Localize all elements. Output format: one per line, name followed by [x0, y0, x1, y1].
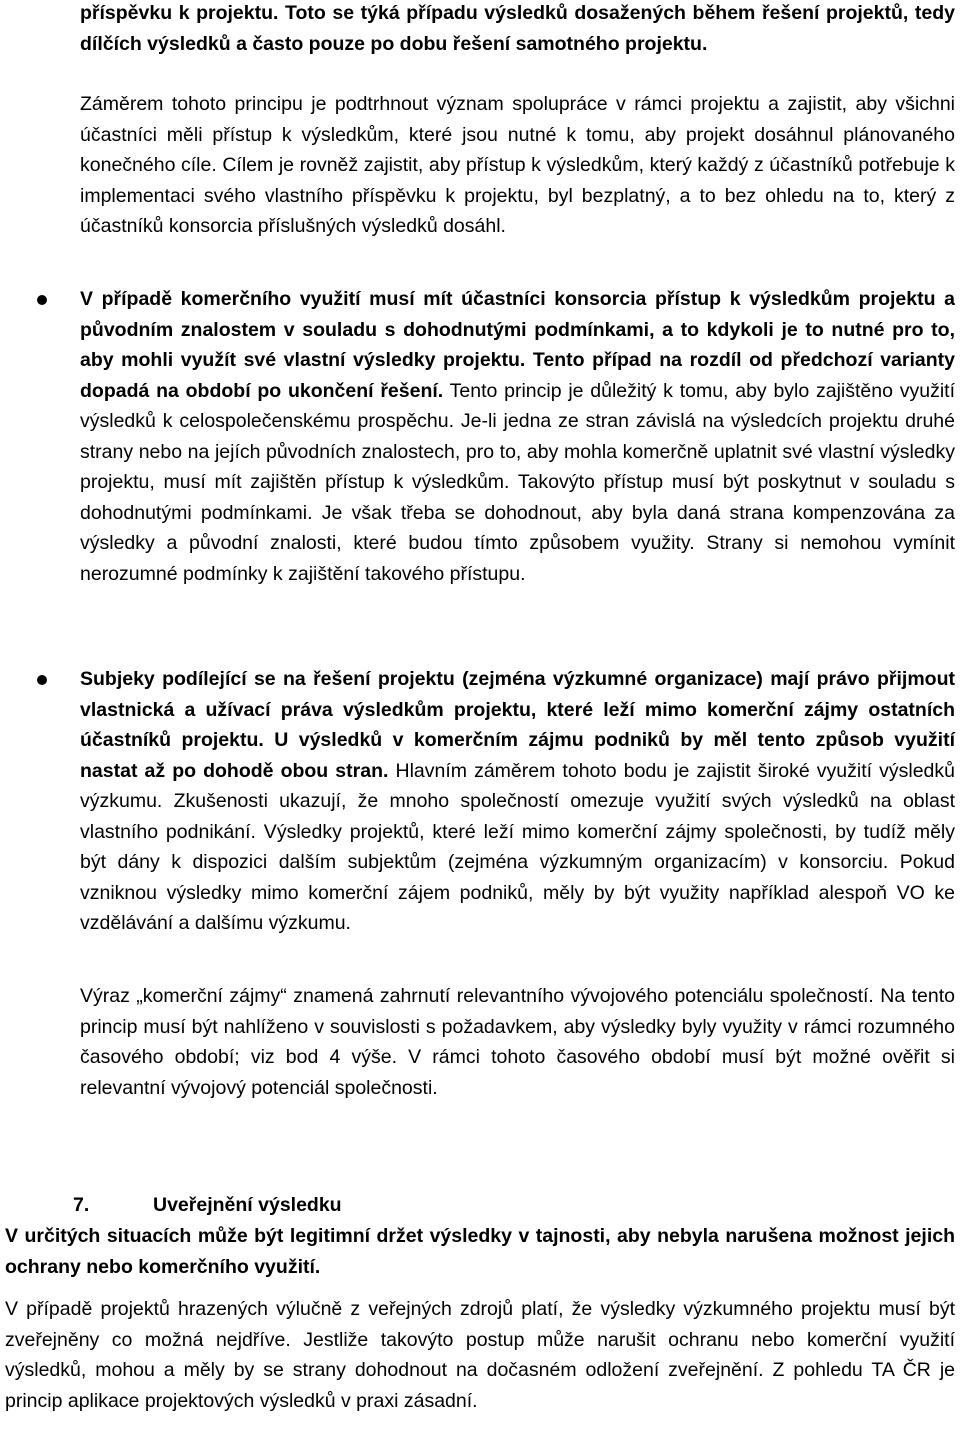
intro-body-paragraph: Záměrem tohoto principu je podtrhnout význam spolupráce v rámci projektu a zajistit, aby všichni účastníci měli přístup k výsledkům, které jsou nutné k tomu, aby projekt dosáhnul plánovaného konečného cíle. Cílem je rovněž zajistit, aby přístup k výsledkům, který každý z účastníků potřebuje k implementaci svého vlastního příspěvku k projektu, byl bezplatný, a to bez ohledu na to, který z účastníků konsorcia příslušných výsledků dosáhl. [80, 93, 955, 237]
bullet-dot-icon [37, 675, 47, 685]
bullet-1-body-text: Tento princip je důležitý k tomu, aby bylo zajištěno využití výsledků k celospolečenskému prospěchu. Je-li jedna ze stran závislá na výsledcích projektu druhé strany nebo na jejích původních znalostech, pro to, aby mohla komerčně uplatnit své vlastní výsledky projektu, musí mít zajištěn přístup k výsledkům. Takovýto přístup musí být poskytnut v souladu s dohodnutými podmínkami. Je však třeba se dohodnout, aby byla daná strana kompenzována za výsledky a původní znalosti, které budou tímto způsobem využity. Strany si nemohou vymínit nerozumné podmínky k zajištění takového přístupu. [80, 379, 955, 585]
bullet-1-bold-text: V případě komerčního využití musí mít účastníci konsorcia přístup k výsledkům projektu a původním znalostem v souladu s dohodnutými podmínkami, a to kdykoli je to nutné pro to, aby mohli využít své vlastní výsledky projektu. Tento případ na rozdíl od předchozí varianty dopadá na období po ukončení řešení. [80, 288, 955, 402]
section-7-title: Uveřejnění výsledku [153, 1194, 342, 1216]
section-7-heading [73, 1190, 342, 1221]
bullet-2-paragraph [80, 664, 955, 939]
bullet-2-body-text: Hlavním záměrem tohoto bodu je zajistit široké využití výsledků výzkumu. Zkušenosti ukazují, že mnoho společností omezuje využití svých výsledků na oblast vlastního podnikání. Výsledky projektů, které leží mimo komerční zájmy společnosti, by tudíž měly být dány k dispozici dalším subjektům (zejména výzkumným organizacím) v konsorciu. Pokud vzniknou výsledky mimo komerční zájem podniků, měly by být využity například alespoň VO ke vzdělávání a dalšímu výzkumu. [80, 759, 955, 934]
bullet-1-paragraph [80, 284, 955, 589]
section-7-body-paragraph: V případě projektů hrazených výlučně z veřejných zdrojů platí, že výsledky výzkumného projektu musí být zveřejněny co možná nejdříve. Jestliže takovýto postup může narušit ochranu nebo komerční využití výsledků, mohou a měly by se strany dohodnout na dočasném odložení zveřejnění. Z pohledu TA ČR je princip aplikace projektových výsledků v praxi zásadní. [5, 1298, 955, 1412]
bullet-dot-icon [37, 295, 47, 305]
bullet-2-bold-text: Subjeky podílející se na řešení projektu (zejména výzkumné organizace) mají právo přijmout vlastnická a užívací práva výsledkům projektu, které leží mimo komerční zájmy ostatních účastníků projektu. U výsledků v komerčním zájmu podniků by měl tento způsob využití nastat až po dohodě obou stran. [80, 668, 955, 782]
bullet-2-extra-paragraph: Výraz „komerční zájmy“ znamená zahrnutí relevantního vývojového potenciálu společností. Na tento princip musí být nahlíženo v souvislosti s požadavkem, aby výsledky byly využity v rámci rozumného časového období; viz bod 4 výše. V rámci tohoto časového období musí být možné ověřit si relevantní vývojový potenciál společnosti. [80, 985, 955, 1099]
intro-bold-paragraph: příspěvku k projektu. Toto se týká případu výsledků dosažených během řešení projektů, tedy dílčích výsledků a často pouze po dobu řešení samotného projektu. [80, 2, 955, 55]
section-7-bold-paragraph: V určitých situacích může být legitimní držet výsledky v tajnosti, aby nebyla narušena možnost jejich ochrany nebo komerčního využití. [5, 1225, 955, 1278]
section-7-number: 7. [73, 1194, 90, 1216]
